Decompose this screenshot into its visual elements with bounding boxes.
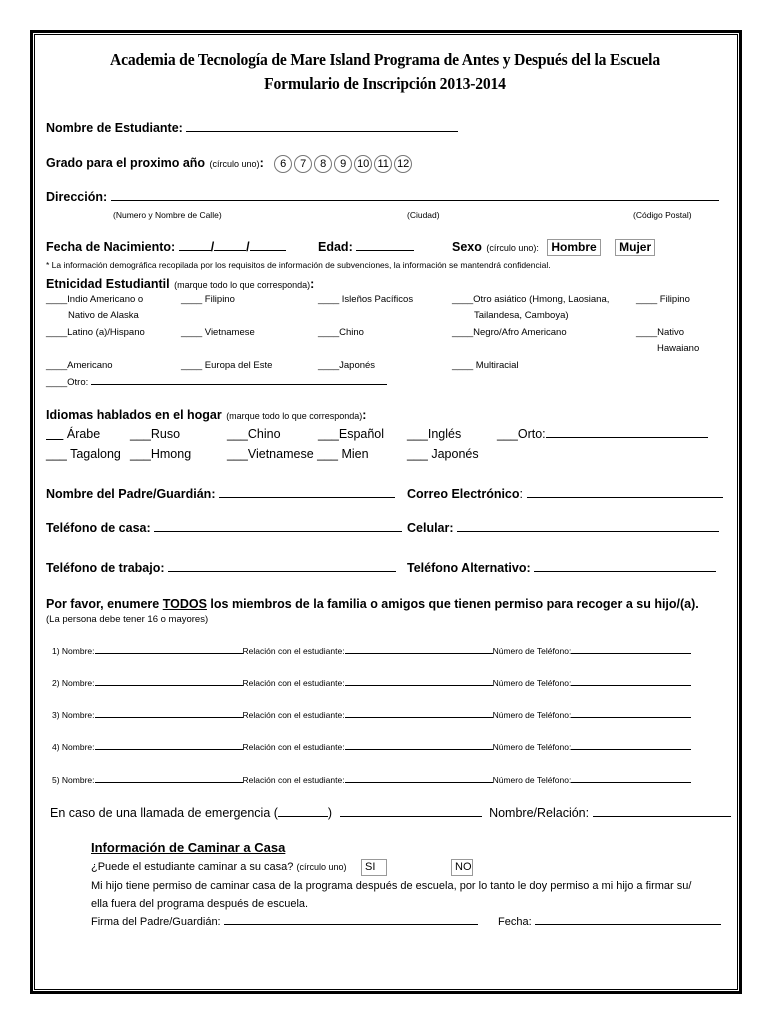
eth-otro: ____Otro: [46,376,387,388]
pickup-relation-label: Relación con el estudiante: [242,646,345,656]
pickup-phone-field[interactable] [571,710,691,718]
eth-negro[interactable]: ____Negro/Afro Americano [452,327,567,338]
emergency-name-field[interactable] [593,806,731,817]
grade-option[interactable]: 9 [334,155,352,173]
grade-row: Grado para el proximo año (círculo uno): 6 7 8 9 10 11 12 [46,154,414,173]
lang-chino[interactable]: ___Chino [227,427,281,441]
ethnicity-label: Etnicidad Estudiantil [46,277,170,291]
lang-orto[interactable]: ___Orto: [497,427,708,441]
pickup-relation-field[interactable] [345,646,493,654]
pickup-relation-field[interactable] [345,775,493,783]
address-sub-zip: (Código Postal) [633,210,692,220]
pickup-heading: Por favor, enumere TODOS los miembros de la familia o amigos que tienen permiso para recoger a su hijo/(a). [46,597,699,611]
sex-row [452,238,655,256]
birth-month-field[interactable] [179,240,211,251]
eth-vietnamese[interactable]: ____ Vietnamese [181,327,255,338]
languages-hint: (marque todo lo que corresponda) [226,411,363,421]
lang-vietnamese[interactable]: ___Vietnamese ___ Mien [227,447,369,461]
walk-permission-line2: ella fuera del programa después de escuela. [91,898,309,910]
walk-date-label: Fecha: [498,916,721,928]
pickup-phone-label: Número de Teléfono: [492,742,572,752]
student-name-field[interactable] [186,121,458,132]
home-phone-field[interactable] [154,521,402,532]
lang-ruso[interactable]: ___Ruso [130,427,181,441]
walk-permission-line1: Mi hijo tiene permiso de caminar casa de la programa después de escuela, por lo tanto le doy permiso a mi hijo a firmar su/ [91,880,692,892]
address-label: Dirección: [46,190,719,204]
pickup-row [52,710,691,720]
pickup-relation-label: Relación con el estudiante: [242,710,345,720]
pickup-row [52,678,691,688]
eth-multiracial[interactable]: ____ Multiracial [452,360,519,371]
grade-option[interactable]: 6 [274,155,292,173]
eth-otro-field[interactable] [91,376,387,385]
cell-field[interactable] [457,521,719,532]
pickup-phone-field[interactable] [571,678,691,686]
walk-no-option[interactable]: NO [451,859,473,876]
parent-name-field[interactable] [219,487,395,498]
grade-option[interactable]: 8 [314,155,332,173]
student-name-label: Nombre de Estudiante: [46,121,458,135]
eth-indio[interactable]: ____Indio Americano o [46,294,144,305]
lang-japones[interactable]: ___ Japonés [407,447,479,461]
alt-phone-field[interactable] [534,561,716,572]
pickup-row [52,742,691,752]
form-title: Academia de Tecnología de Mare Island Programa de Antes y Después del la Escuela [110,50,660,69]
pickup-phone-label: Número de Teléfono: [492,710,572,720]
ethnicity-heading: Etnicidad Estudiantil (marque todo lo que corresponda): [46,277,315,291]
sex-option-female[interactable]: Mujer [615,239,655,256]
lang-tagalong[interactable]: ___ Tagalong [46,447,121,461]
eth-indio-cont: Nativo de Alaska [68,310,139,321]
walk-signature-label: Firma del Padre/Guardián: [91,916,478,928]
grade-option[interactable]: 7 [294,155,312,173]
pickup-name-field[interactable] [95,775,243,783]
pickup-relation-label: Relación con el estudiante: [242,742,345,752]
lang-arabe[interactable]: Árabe [66,427,101,441]
eth-filipino-2[interactable]: ____ Filipino [636,294,690,305]
home-phone-label: Teléfono de casa: [46,521,402,535]
walk-question: ¿Puede el estudiante caminar a su casa? (círculo uno) [91,861,347,873]
ethnicity-hint: (marque todo lo que corresponda) [174,280,311,290]
pickup-name-label: 5) Nombre: [52,775,95,785]
pickup-relation-field[interactable] [345,678,493,686]
sex-hint: (círculo uno): [486,243,539,253]
email-label: Correo Electrónico: [407,487,723,501]
birth-date-label: Fecha de Nacimiento: / / [46,240,286,254]
sex-option-male[interactable]: Hombre [547,239,600,256]
eth-americano[interactable]: ____Americano [46,360,113,371]
grade-label: Grado para el proximo año [46,156,206,170]
eth-filipino[interactable]: ____ Filipino [181,294,235,305]
eth-islenos[interactable]: ____ Isleños Pacíficos [318,294,414,305]
walk-heading: Información de Caminar a Casa [91,840,286,855]
eth-japones[interactable]: ____Japonés [318,360,376,371]
pickup-row [52,775,691,785]
emergency-phone-field[interactable] [340,806,482,817]
email-field[interactable] [527,487,723,498]
walk-yes-option[interactable]: SI [361,859,387,876]
work-phone-field[interactable] [168,561,396,572]
pickup-name-field[interactable] [95,710,243,718]
pickup-phone-label: Número de Teléfono: [492,646,572,656]
pickup-relation-label: Relación con el estudiante: [242,678,345,688]
pickup-phone-field[interactable] [571,646,691,654]
eth-europa[interactable]: ____ Europa del Este [181,360,273,371]
cell-label: Celular: [407,521,719,535]
lang-orto-field[interactable] [546,427,708,438]
pickup-name-label: 4) Nombre: [52,742,95,752]
emergency-row: En caso de una llamada de emergencia ( ) Nombre/Relación: [50,806,731,820]
pickup-name-label: 3) Nombre: [52,710,95,720]
address-field[interactable] [111,190,719,201]
languages-label: Idiomas hablados en el hogar [46,408,222,422]
pickup-name-field[interactable] [95,646,243,654]
eth-chino[interactable]: ____Chino [318,327,364,338]
languages-heading: Idiomas hablados en el hogar (marque todo lo que corresponda): [46,408,367,422]
sex-label: Sexo [452,240,482,254]
pickup-name-label: 1) Nombre: [52,646,95,656]
walk-signature-field[interactable] [224,916,478,925]
address-sub-city: (Ciudad) [407,210,440,220]
pickup-relation-field[interactable] [345,710,493,718]
pickup-name-label: 2) Nombre: [52,678,95,688]
pickup-row [52,646,691,656]
grade-option[interactable]: 12 [394,155,412,173]
pickup-subnote: (La persona debe tener 16 o mayores) [46,614,209,625]
pickup-name-field[interactable] [95,742,243,750]
grade-hint: (círculo uno) [209,159,260,169]
alt-phone-label: Teléfono Alternativo: [407,561,716,575]
grade-options [274,154,414,171]
eth-nativo-cont: Hawaiano [657,343,700,354]
birth-year-field[interactable] [250,240,286,251]
eth-otro-asiatico-cont: Tailandesa, Camboya) [474,310,569,321]
lang-hmong[interactable]: ___Hmong [130,447,192,461]
pickup-phone-label: Número de Teléfono: [492,678,572,688]
eth-otro-asiatico[interactable]: ____Otro asiático (Hmong, Laosiana, [452,294,610,305]
pickup-phone-field[interactable] [571,775,691,783]
parent-name-label: Nombre del Padre/Guardián: [46,487,395,501]
pickup-relation-label: Relación con el estudiante: [242,775,345,785]
pickup-name-field[interactable] [95,678,243,686]
pickup-relation-field[interactable] [345,742,493,750]
demographic-note: * La información demográfica recopilada por los requisitos de información de subvenciones, la información se mantendrá confidencial. [46,260,551,270]
walk-date-field[interactable] [535,916,721,925]
lang-espanol[interactable]: ___Español [318,427,385,441]
eth-latino[interactable]: ____Latino (a)/Hispano [46,327,145,338]
pickup-phone-label: Número de Teléfono: [492,775,572,785]
form-subtitle: Formulario de Inscripción 2013-2014 [264,74,506,93]
eth-nativo[interactable]: ____Nativo [636,327,685,338]
emergency-code-field[interactable] [278,806,328,817]
age-field[interactable] [356,240,414,251]
age-label: Edad: [318,240,414,254]
work-phone-label: Teléfono de trabajo: [46,561,396,575]
birth-day-field[interactable] [214,240,246,251]
lang-ingles[interactable]: ___Inglés [407,427,462,441]
grade-option[interactable]: 11 [374,155,392,173]
address-sub-street: (Numero y Nombre de Calle) [113,210,222,220]
grade-option[interactable]: 10 [354,155,372,173]
pickup-phone-field[interactable] [571,742,691,750]
